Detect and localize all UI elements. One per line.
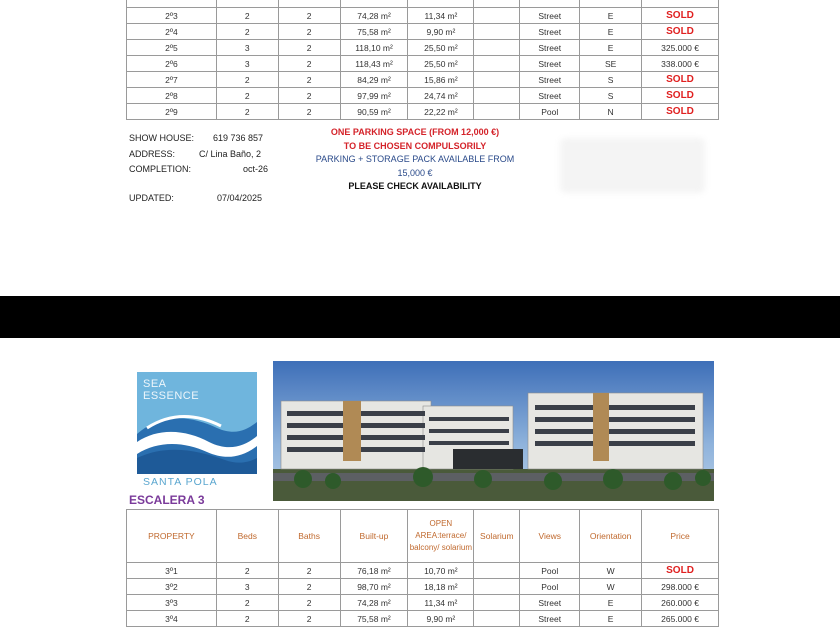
cell-beds: 3 (216, 579, 278, 595)
cell-built: 76,18 m² (340, 563, 408, 579)
cell-beds: 2 (216, 611, 278, 627)
cell-property: 2º7 (127, 72, 217, 88)
cell-views: Street (520, 40, 580, 56)
price-table-floor-3 (126, 509, 719, 627)
sold-badge: SOLD (642, 88, 719, 104)
cell-open: 18,18 m² (408, 579, 474, 595)
updated-label: UPDATED: (129, 193, 174, 203)
parking-notice-line4: 15,000 € (397, 167, 433, 178)
cell-beds: 2 (216, 563, 278, 579)
blurred-stamp (560, 138, 705, 193)
cell-orientation: SE (580, 56, 642, 72)
cell-built: 90,59 m² (340, 104, 408, 120)
cell-property: 3º2 (127, 579, 217, 595)
cell-views: Street (520, 8, 580, 24)
table-row (127, 104, 719, 120)
cell-solarium (474, 56, 520, 72)
cell-orientation: S (580, 72, 642, 88)
cell-orientation: W (580, 563, 642, 579)
cell-views: Pool (520, 579, 580, 595)
cell-open: 11,34 m² (408, 595, 474, 611)
cell-views: Street (520, 24, 580, 40)
table-row (127, 611, 719, 627)
parking-notice (300, 126, 530, 194)
cell-built: 118,10 m² (340, 40, 408, 56)
cell-open: 11,34 m² (408, 8, 474, 24)
cell-orientation: E (580, 24, 642, 40)
cell-views: Street (520, 611, 580, 627)
completion-label: COMPLETION: (129, 164, 192, 174)
parking-notice-line3: PARKING + STORAGE PACK AVAILABLE FROM (315, 154, 515, 164)
table-row (127, 8, 719, 24)
cell-beds: 2 (216, 72, 278, 88)
cell-baths: 2 (278, 104, 340, 120)
cell-built: 74,28 m² (340, 8, 408, 24)
cell-property: 2º5 (127, 40, 217, 56)
cell-solarium (474, 611, 520, 627)
cell-solarium (474, 72, 520, 88)
cell-price: 260.000 € (642, 595, 719, 611)
cell-views: Street (520, 56, 580, 72)
cell-built: 84,29 m² (340, 72, 408, 88)
parking-notice-line2: TO BE CHOSEN COMPULSORILY (343, 140, 487, 151)
sold-badge: SOLD (642, 72, 719, 88)
cell-views: Pool (520, 563, 580, 579)
building-render-image (273, 361, 714, 501)
table-row (127, 88, 719, 104)
table-row (127, 563, 719, 579)
sold-badge: SOLD (642, 563, 719, 579)
cell-baths: 2 (278, 8, 340, 24)
cell-property: 3º1 (127, 563, 217, 579)
cell-solarium (474, 104, 520, 120)
table-row (127, 595, 719, 611)
cell-beds: 2 (216, 595, 278, 611)
cell-price: 265.000 € (642, 611, 719, 627)
cell-solarium (474, 563, 520, 579)
header-property: PROPERTY (127, 510, 217, 563)
cell-baths: 2 (278, 595, 340, 611)
sold-badge: SOLD (642, 8, 719, 24)
cell-baths: 2 (278, 611, 340, 627)
price-list-page-top (0, 0, 840, 296)
cell-baths: 2 (278, 72, 340, 88)
cell-solarium (474, 40, 520, 56)
cell-baths: 2 (278, 24, 340, 40)
header-views: Views (520, 510, 580, 563)
header-solarium: Solarium (474, 510, 520, 563)
table-row (127, 56, 719, 72)
cell-property: 2º3 (127, 8, 217, 24)
cell-built: 74,28 m² (340, 595, 408, 611)
table-row (127, 579, 719, 595)
address-label: ADDRESS: (129, 149, 176, 159)
cell-open: 24,74 m² (408, 88, 474, 104)
table-row (127, 24, 719, 40)
header-beds: Beds (216, 510, 278, 563)
cell-baths: 2 (278, 40, 340, 56)
cell-baths: 2 (278, 563, 340, 579)
header-built-up: Built-up (340, 510, 408, 563)
table-header-row (127, 510, 719, 563)
updated-date: 07/04/2025 (217, 193, 263, 203)
cell-price: 298.000 € (642, 579, 719, 595)
cell-baths: 2 (278, 56, 340, 72)
cell-orientation: E (580, 611, 642, 627)
table-row (127, 72, 719, 88)
cell-beds: 2 (216, 88, 278, 104)
cell-built: 98,70 m² (340, 579, 408, 595)
cell-property: 3º3 (127, 595, 217, 611)
cell-open: 10,70 m² (408, 563, 474, 579)
show-house-phone: 619 736 857 (213, 133, 264, 143)
table-row (127, 40, 719, 56)
cell-orientation: E (580, 40, 642, 56)
cell-solarium (474, 8, 520, 24)
logo-text-place: SANTA POLA (143, 476, 218, 488)
cell-views: Pool (520, 104, 580, 120)
cell-open: 15,86 m² (408, 72, 474, 88)
sea-essence-logo (137, 372, 257, 490)
show-house-label: SHOW HOUSE: (129, 133, 195, 143)
cell-property: 2º4 (127, 24, 217, 40)
table-row-partial (127, 0, 719, 8)
logo-text-essence: ESSENCE (143, 390, 200, 402)
cell-beds: 2 (216, 104, 278, 120)
parking-notice-line1: ONE PARKING SPACE (FROM 12,000 €) (330, 127, 500, 137)
cell-open: 9,90 m² (408, 611, 474, 627)
cell-solarium (474, 88, 520, 104)
logo-text-sea: SEA (143, 378, 167, 390)
cell-built: 118,43 m² (340, 56, 408, 72)
cell-beds: 2 (216, 8, 278, 24)
cell-beds: 3 (216, 40, 278, 56)
section-title-escalera: ESCALERA 3 (129, 493, 205, 507)
cell-property: 2º8 (127, 88, 217, 104)
cell-orientation: S (580, 88, 642, 104)
cell-baths: 2 (278, 88, 340, 104)
price-table-floor-2 (126, 0, 719, 120)
cell-open: 9,90 m² (408, 24, 474, 40)
cell-orientation: W (580, 579, 642, 595)
completion-value: oct-26 (243, 164, 269, 174)
cell-built: 75,58 m² (340, 611, 408, 627)
header-baths: Baths (278, 510, 340, 563)
cell-property: 2º6 (127, 56, 217, 72)
cell-property: 3º4 (127, 611, 217, 627)
cell-baths: 2 (278, 579, 340, 595)
cell-solarium (474, 595, 520, 611)
project-info (129, 133, 289, 213)
sold-badge: SOLD (642, 104, 719, 120)
cell-price: 338.000 € (642, 56, 719, 72)
cell-built: 97,99 m² (340, 88, 408, 104)
cell-built: 75,58 m² (340, 24, 408, 40)
page-separator-band (0, 296, 840, 338)
header-open-area: OPEN AREA:terrace/ balcony/ solarium (408, 510, 474, 563)
cell-views: Street (520, 72, 580, 88)
cell-open: 25,50 m² (408, 56, 474, 72)
cell-beds: 2 (216, 24, 278, 40)
cell-property: 2º9 (127, 104, 217, 120)
header-orientation: Orientation (580, 510, 642, 563)
cell-beds: 3 (216, 56, 278, 72)
cell-open: 25,50 m² (408, 40, 474, 56)
cell-views: Street (520, 88, 580, 104)
parking-notice-line5: PLEASE CHECK AVAILABILITY (348, 181, 482, 191)
cell-orientation: E (580, 595, 642, 611)
cell-open: 22,22 m² (408, 104, 474, 120)
cell-orientation: N (580, 104, 642, 120)
cell-price: 325.000 € (642, 40, 719, 56)
cell-views: Street (520, 595, 580, 611)
sold-badge: SOLD (642, 24, 719, 40)
cell-orientation: E (580, 8, 642, 24)
cell-solarium (474, 24, 520, 40)
header-price: Price (642, 510, 719, 563)
cell-solarium (474, 579, 520, 595)
address-value: C/ Lina Baño, 2 (199, 149, 262, 159)
